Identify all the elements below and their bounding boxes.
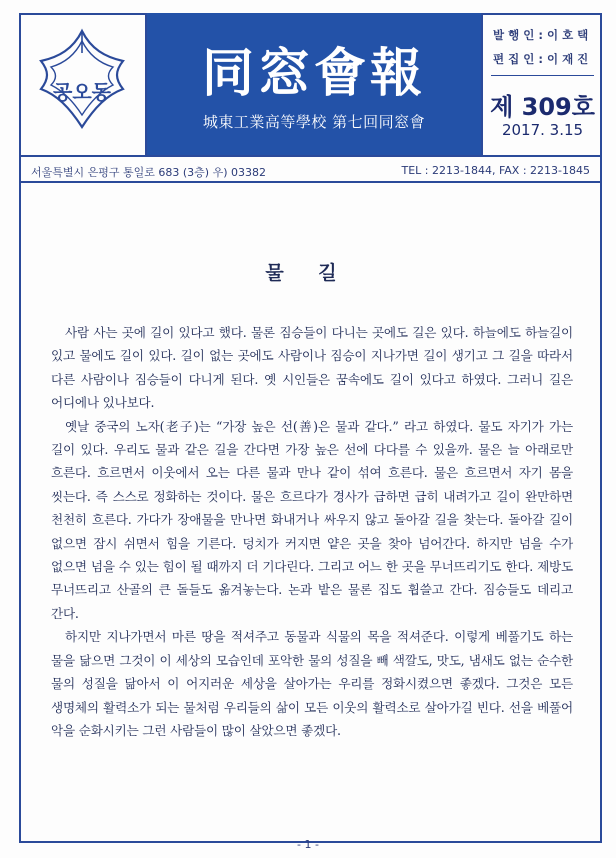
- info-divider: [491, 75, 594, 76]
- article-title: 물 길: [265, 262, 351, 284]
- office-address: 서울특별시 은평구 통일로 683 (3층) 우) 03382: [31, 166, 266, 179]
- logo-box: [19, 13, 147, 155]
- address-band: [19, 155, 602, 183]
- article-paragraph: 옛날 중국의 노자(老子)는 “가장 높은 선(善)은 물과 같다.” 라고 하였다. 물도 자기가 가는 길이 있다. 우리도 물과 같은 길을 간다면 가장 높은 선에 다다를 수 있을까. 물은 늘 아래로만 흐른다. 흐르면서 이웃에서 오는 다른 물과 만나 같이 섞여 흐른다. 물은 흐르면서 자기 몸을 씻는다. 즉 스스로 정화하는 것이다. 물은 흐르다가 경사가 급하면 급히 내려가고 길이 완만하면 천천히 흐른다. 가다가 장애물을 만나면 화내거나 싸우지 않고 돌아갈 길을 찾는다. 돌아갈 길이 없으면 잠시 쉬면서 힘을 기른다. 덩치가 커지면 얕은 곳을 찾아 넘어간다. 하지만 넘을 수가 없으면 넘을 수 있는 힘이 될 때까지 더 기다린다. 그리고 어느 한 곳을 무너뜨리기도 한다. 제방도 무너뜨리고 산골의 큰 돌들도 옮겨놓는다. 논과 밭은 물론 집도 휩쓸고 간다. 짐승들도 데리고 간다.: [51, 418, 573, 621]
- editor-label: 편 집 인 :: [493, 52, 543, 66]
- school-emblem-logo: [19, 13, 145, 153]
- logo-lettering: 공오동: [53, 80, 111, 104]
- masthead-title: 同窓會報: [201, 43, 426, 104]
- newsletter-header: [19, 13, 602, 155]
- publisher-row: [493, 27, 588, 43]
- article-paragraph: 하지만 지나가면서 마른 땅을 적셔주고 동물과 식물의 목을 적셔준다. 이렇게 베풀기도 하는 물을 닮으면 그것이 이 세상의 모습인데 포악한 물의 성질을 빼 색깔도, 맛도, 냄새도 없는 순수한 물의 성질을 닮아서 이 어지러운 세상을 살아가는 우리를 정화시켰으면 좋겠다. 그것은 모든 생명체의 활력소가 되는 물처럼 우리들의 삶이 모든 이웃의 활력소로 살아가길 빈다. 선을 베풀어 악을 순화시키는 그런 사람들이 많이 살았으면 좋겠다.: [51, 629, 573, 738]
- issue-number: 제 309호: [490, 93, 595, 121]
- masthead-subtitle: 城東工業高等學校 第七回同窓會: [202, 113, 426, 131]
- publisher-name: 이 호 택: [546, 28, 589, 42]
- contact-numbers: TEL : 2213-1844, FAX : 2213-1845: [401, 164, 590, 177]
- publication-info: [481, 13, 602, 155]
- publisher-label: 발 행 인 :: [493, 28, 543, 42]
- issue-date: 2017. 3.15: [501, 121, 584, 139]
- editor-name: 이 재 진: [546, 52, 589, 66]
- masthead-banner: [147, 13, 481, 155]
- editor-row: [493, 51, 588, 67]
- article-paragraph: 사람 사는 곳에 길이 있다고 했다. 물론 짐승들이 다니는 곳에도 길은 있다. 하늘에도 하늘길이 있고 물에도 길이 있다. 길이 없는 곳에도 사람이나 짐승이 지나가면 길이 생기고 그 길을 따라서 다른 사람이나 짐승들이 다니게 된다. 옛 시인들은 꿈속에도 길이 있다고 하였다. 그러니 길은 어디에나 있나보다.: [51, 325, 573, 411]
- page-number: - 1 -: [297, 838, 319, 851]
- article-body: [51, 321, 573, 742]
